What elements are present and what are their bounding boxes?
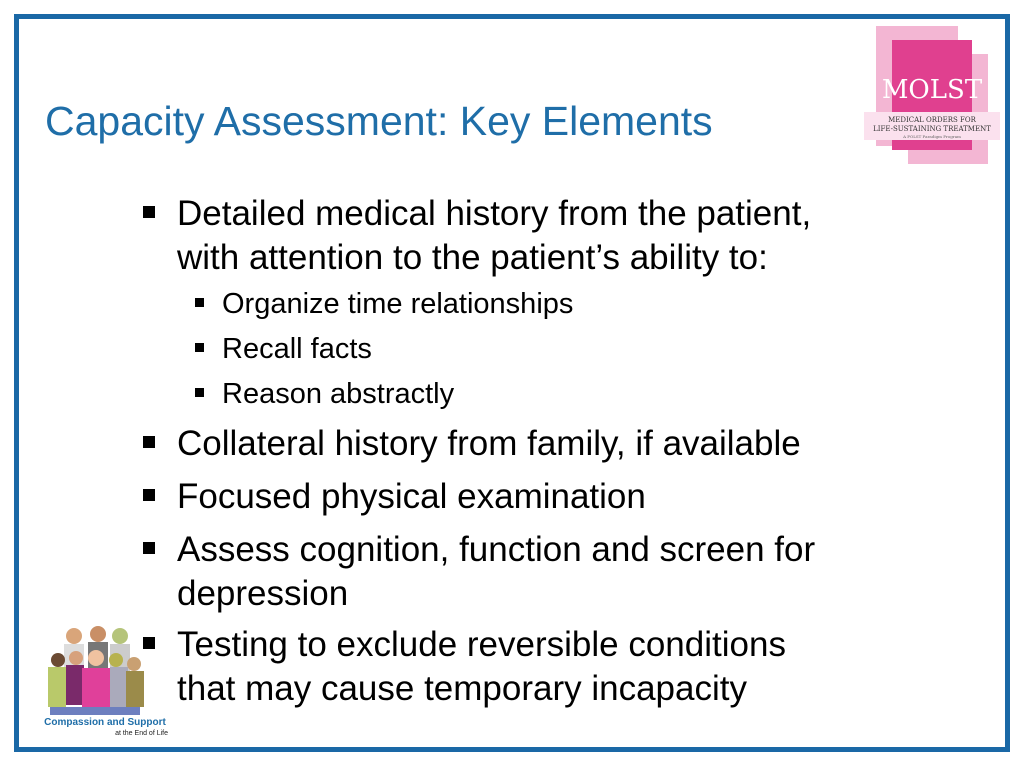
- svg-text:A POLST Paradigm Program: A POLST Paradigm Program: [903, 134, 961, 139]
- bullet-text: with attention to the patient’s ability to:: [177, 238, 768, 277]
- svg-text:MOLST: MOLST: [881, 75, 983, 105]
- bullet-text: Assess cognition, function and screen for: [177, 530, 816, 569]
- svg-text:MEDICAL ORDERS FOR: MEDICAL ORDERS FOR: [888, 116, 976, 124]
- molst-logo: [862, 24, 1002, 164]
- sub-bullet-item: [222, 286, 573, 322]
- bullet-text: depression: [177, 574, 349, 613]
- sub-bullet-text: Organize time relationships: [222, 288, 574, 320]
- bullet-item: [177, 192, 811, 280]
- bullet-text: Testing to exclude reversible conditions: [177, 625, 786, 664]
- sub-bullet-text: Reason abstractly: [222, 378, 455, 410]
- svg-text:LIFE-SUSTAINING TREATMENT: LIFE-SUSTAINING TREATMENT: [873, 125, 991, 133]
- bullet-icon: [195, 298, 204, 307]
- bullet-text: that may cause temporary incapacity: [177, 669, 747, 708]
- bullet-item: [177, 623, 786, 711]
- bullet-icon: [195, 388, 204, 397]
- bullet-item: [177, 475, 646, 519]
- bullet-icon: [143, 542, 155, 554]
- bullet-item: [177, 422, 801, 466]
- bullet-icon: [143, 637, 155, 649]
- svg-text:at the End of Life: at the End of Life: [115, 730, 168, 737]
- bullet-text: Focused physical examination: [177, 477, 646, 516]
- bullet-text: Detailed medical history from the patient,: [177, 194, 812, 233]
- svg-text:Compassion and Support: Compassion and Support: [44, 717, 166, 728]
- bullet-icon: [143, 436, 155, 448]
- slide-title: Capacity Assessment: Key Elements: [45, 98, 713, 144]
- sub-bullet-text: Recall facts: [222, 333, 372, 365]
- bullet-icon: [143, 489, 155, 501]
- sub-bullet-item: [222, 376, 454, 412]
- bullet-text: Collateral history from family, if available: [177, 424, 801, 463]
- bullet-icon: [195, 343, 204, 352]
- bullet-icon: [143, 206, 155, 218]
- sub-bullet-item: [222, 331, 372, 367]
- bullet-item: [177, 528, 815, 616]
